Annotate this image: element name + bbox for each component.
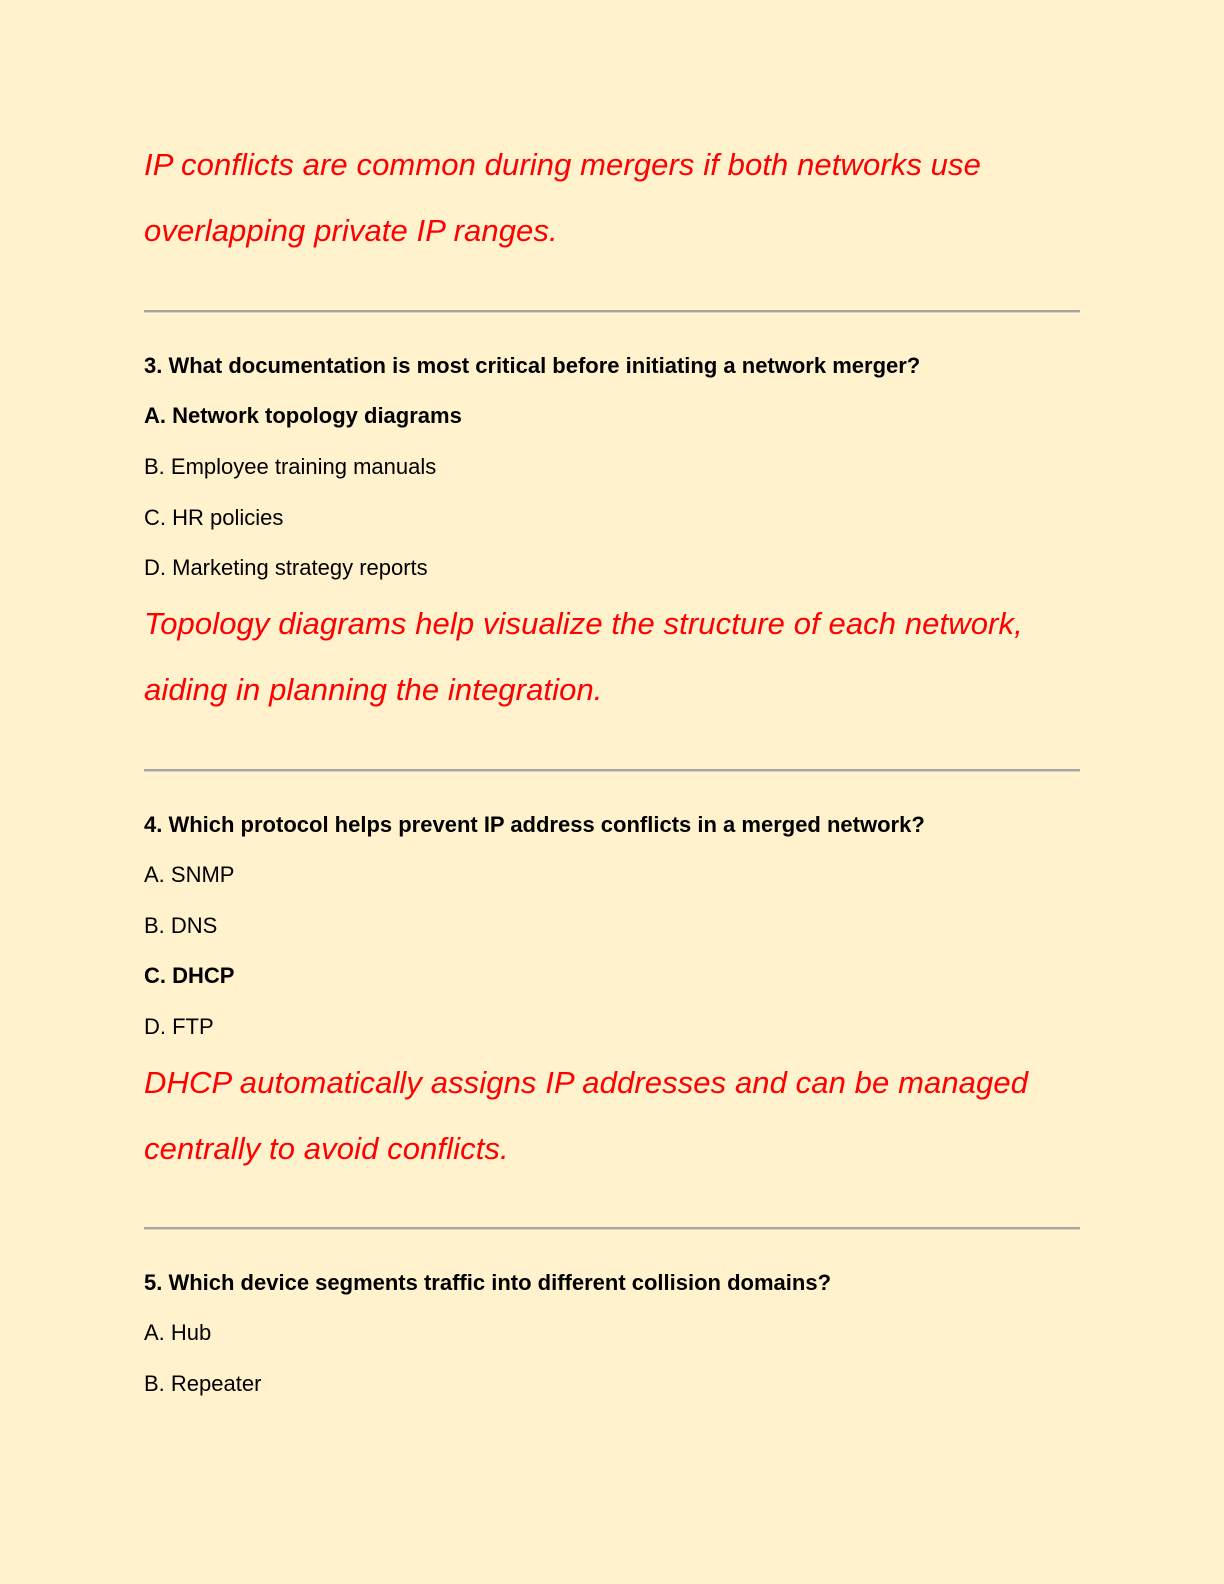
q3-option-a-correct: A. Network topology diagrams: [144, 403, 462, 428]
q4-explanation: DHCP automatically assigns IP addresses and can be managed centrally to avoid conflicts.: [144, 1065, 1029, 1166]
question-5: 5. Which device segments traffic into different collision domains?: [144, 1270, 832, 1295]
divider-2: [144, 769, 1080, 772]
q4-option-a: A. SNMP: [144, 862, 235, 887]
q3-option-c: C. HR policies: [144, 505, 284, 530]
question-4: 4. Which protocol helps prevent IP address conflicts in a merged network?: [144, 812, 925, 837]
question-3: 3. What documentation is most critical before initiating a network merger?: [144, 353, 921, 378]
q5-option-a: A. Hub: [144, 1320, 212, 1345]
q3-explanation: Topology diagrams help visualize the structure of each network, aiding in planning the integration.: [144, 606, 1023, 707]
q4-option-c-correct: C. DHCP: [144, 963, 235, 988]
q3-option-b: B. Employee training manuals: [144, 454, 437, 479]
divider-1: [144, 310, 1080, 313]
q4-option-b: B. DNS: [144, 913, 218, 938]
q4-option-d: D. FTP: [144, 1014, 214, 1039]
q3-option-d: D. Marketing strategy reports: [144, 555, 428, 580]
intro-explanation: IP conflicts are common during mergers if both networks use overlapping private IP ranges.: [144, 147, 981, 248]
q5-option-b: B. Repeater: [144, 1371, 262, 1396]
divider-3: [144, 1227, 1080, 1230]
document-page: [144, 0, 1084, 1584]
